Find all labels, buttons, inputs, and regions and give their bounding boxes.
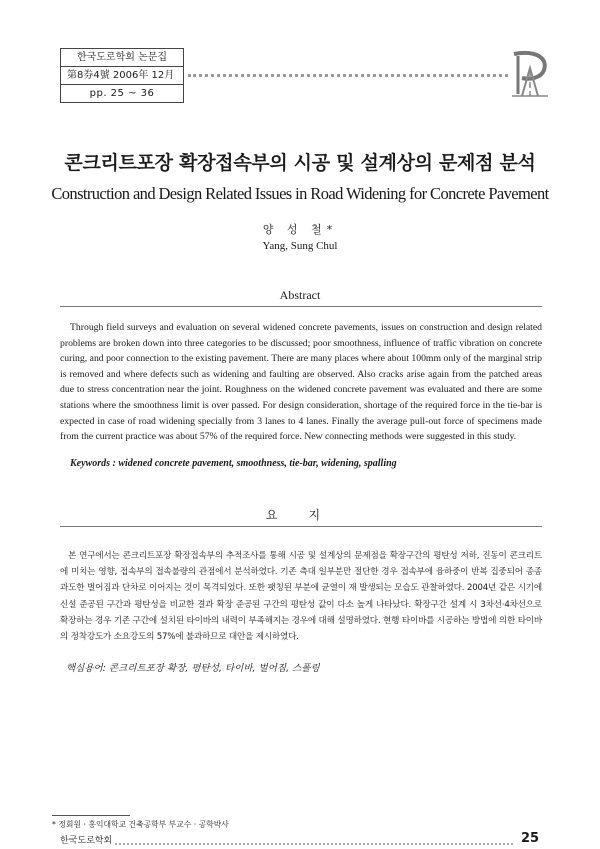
abstract-body: Through field surveys and evaluation on several widened concrete pavements, issues on construction and design related problems are broken down into three categories to be discussed; poor smoothness, influence of traffic vibration on concrete curing, and poor connection to the existing pavement. There are many places where about 100mm only of the marginal strip is removed and where defects such as widening and faulting are observed. Also cracks arise again from the patched areas due to stress concentration near the joint. Roughness on the widened concrete pavement was evaluated and there are some stations where the smoothness limit is over passed. For design consideration, shortage of the required force in the tie-bar is expected in case of road widening specially from 3 lanes to 4 lanes. Finally the average pull-out force of specimens made from the current practice was about 57% of the required force. New connecting methods were suggested in this study.: [60, 322, 542, 443]
page-number: 25: [521, 831, 540, 846]
abstract-rule: [60, 306, 542, 307]
yoji-heading: 요 지: [265, 508, 335, 522]
header-dotted-rule: [188, 74, 508, 77]
title-korean: 콘크리트포장 확장접속부의 시공 및 설계상의 문제점 분석: [64, 152, 536, 174]
footer-dotted-rule: [115, 843, 513, 845]
yoji-body: 본 연구에서는 콘크리트포장 확장접속부의 추적조사를 통해 시공 및 설계상의 문제점을 확장구간의 평탄성 저하, 진동이 콘크리트에 미치는 영향, 접속부의 접속불량의 관점에서 분석하였다. 기존 측대 일부분만 절단한 경우 접속부에 융하중이 반복 집중되어 종종 과도한 벌어짐과 단차로 이어지는 것이 목격되었다. 또한 팻칭된 부분에 균열이 재 발생되는 모습도 관찰하였다. 2004년 같은 시기에 신설 준공된 구간과 평탄성을 비교한 결과 확장 준공된 구간의 평탄성 값이 다소 높게 나타났다. 확장구간 설계 시 3차선·4차선으로 확장하는 경우 기존 구간에 설치된 타이바의 내력이 부족해지는 경우에 대해 설명하였다. 현행 타이바를 시공하는 방법에 의한 타이바의 정착강도가 소요강도의 57%에 불과하므로 대안을 제시하였다.: [60, 551, 542, 643]
keywords-english: Keywords : widened concrete pavement, smoothness, tie-bar, widening, spalling: [70, 458, 397, 469]
title-english: Construction and Design Related Issues in Road Widening for Concrete Pavement: [51, 184, 549, 203]
footer-journal-name: 한국도로학회: [60, 836, 113, 846]
society-logo-icon: [508, 48, 550, 100]
abstract-heading: Abstract: [279, 288, 321, 302]
author-footnote: * 정회원 · 홍익대학교 건축공학부 부교수 · 공학박사: [52, 820, 229, 829]
footnote-rule: [52, 815, 130, 816]
author-korean: 양 성 철*: [262, 223, 338, 236]
journal-volume: 第8券4號 2006年 12月: [61, 67, 183, 85]
keywords-korean: 핵심용어: 콘크리트포장 확장, 평탄성, 타이바, 벌어짐, 스폴링: [66, 663, 320, 674]
journal-info-box: [60, 48, 184, 103]
yoji-rule: [60, 526, 542, 527]
journal-pages: pp. 25 ~ 36: [89, 88, 155, 99]
author-english: Yang, Sung Chul: [262, 240, 338, 252]
journal-name: 한국도로학회 논문집: [61, 49, 183, 67]
